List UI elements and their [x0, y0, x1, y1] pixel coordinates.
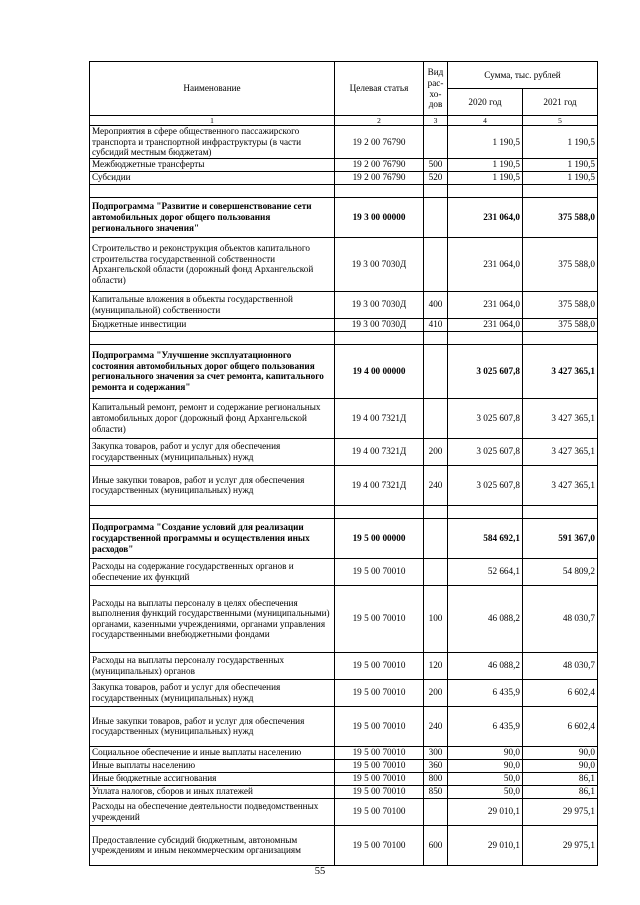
sum-2021-cell: 54 809,2 — [523, 558, 598, 585]
expense-kind-cell: 240 — [424, 706, 448, 746]
target-article-cell: 19 5 00 70010 — [335, 652, 424, 679]
budget-table-container — [89, 61, 597, 866]
expense-kind-cell: 200 — [424, 438, 448, 465]
table-row — [90, 679, 598, 706]
table-row — [90, 398, 598, 438]
sum-2021-cell: 1 190,5 — [523, 171, 598, 184]
row-name-cell: Строительство и реконструкция объектов капитального строительства государственной собственности Архангельской области (дорожный фонд Архангельской области) — [90, 237, 335, 291]
sum-2020-cell: 29 010,1 — [448, 798, 523, 825]
spacer-cell — [90, 331, 335, 344]
header-year-2021: 2021 год — [523, 89, 598, 116]
target-article-cell: 19 5 00 70010 — [335, 746, 424, 759]
table-row — [90, 772, 598, 785]
expense-kind-cell: 360 — [424, 759, 448, 772]
header-name: Наименование — [90, 62, 335, 116]
table-row — [90, 585, 598, 652]
table-row — [90, 746, 598, 759]
header-expense-kind: Вид рас-хо-дов — [424, 62, 448, 116]
sum-2020-cell: 46 088,2 — [448, 585, 523, 652]
target-article-cell: 19 5 00 70010 — [335, 785, 424, 798]
table-row — [90, 126, 598, 159]
sum-2020-cell: 29 010,1 — [448, 825, 523, 865]
spacer-row — [90, 505, 598, 518]
target-article-cell: 19 2 00 76790 — [335, 158, 424, 171]
table-row — [90, 558, 598, 585]
sum-2020-cell: 52 664,1 — [448, 558, 523, 585]
sum-2021-cell: 375 588,0 — [523, 318, 598, 331]
sum-2020-cell: 90,0 — [448, 746, 523, 759]
table-row — [90, 171, 598, 184]
expense-kind-cell: 240 — [424, 465, 448, 505]
table-row — [90, 158, 598, 171]
sum-2021-cell: 86,1 — [523, 785, 598, 798]
sum-2020-cell: 3 025 607,8 — [448, 344, 523, 398]
row-name-cell: Иные закупки товаров, работ и услуг для обеспечения государственных (муниципальных) нужд — [90, 465, 335, 505]
spacer-cell — [448, 184, 523, 197]
target-article-cell: 19 3 00 7030Д — [335, 237, 424, 291]
sum-2020-cell: 3 025 607,8 — [448, 438, 523, 465]
target-article-cell: 19 4 00 7321Д — [335, 398, 424, 438]
table-row — [90, 706, 598, 746]
spacer-cell — [523, 505, 598, 518]
target-article-cell: 19 5 00 70010 — [335, 759, 424, 772]
row-name-cell: Бюджетные инвестиции — [90, 318, 335, 331]
table-row — [90, 785, 598, 798]
spacer-cell — [335, 331, 424, 344]
spacer-cell — [424, 331, 448, 344]
target-article-cell: 19 5 00 00000 — [335, 518, 424, 558]
sum-2021-cell: 29 975,1 — [523, 825, 598, 865]
sum-2020-cell: 50,0 — [448, 772, 523, 785]
sum-2021-cell: 90,0 — [523, 759, 598, 772]
target-article-cell: 19 2 00 76790 — [335, 126, 424, 159]
sum-2021-cell: 375 588,0 — [523, 197, 598, 237]
header-year-2020: 2020 год — [448, 89, 523, 116]
expense-kind-cell: 100 — [424, 585, 448, 652]
sum-2020-cell: 50,0 — [448, 785, 523, 798]
sum-2021-cell: 1 190,5 — [523, 158, 598, 171]
spacer-cell — [424, 505, 448, 518]
spacer-cell — [90, 184, 335, 197]
table-row — [90, 237, 598, 291]
sum-2020-cell: 3 025 607,8 — [448, 398, 523, 438]
sum-2021-cell: 3 427 365,1 — [523, 465, 598, 505]
page-number: 55 — [314, 866, 326, 877]
spacer-cell — [448, 331, 523, 344]
expense-kind-cell — [424, 126, 448, 159]
table-row — [90, 798, 598, 825]
spacer-cell — [523, 184, 598, 197]
expense-kind-cell: 120 — [424, 652, 448, 679]
expense-kind-cell: 410 — [424, 318, 448, 331]
sum-2021-cell: 3 427 365,1 — [523, 398, 598, 438]
row-name-cell: Субсидии — [90, 171, 335, 184]
target-article-cell: 19 5 00 70010 — [335, 585, 424, 652]
row-name-cell: Расходы на выплаты персоналу в целях обеспечения выполнения функций государственными (муниципальными) органами, казенными учреждениями, органами управления государственными внебюджетными фондами — [90, 585, 335, 652]
target-article-cell: 19 4 00 7321Д — [335, 438, 424, 465]
spacer-cell — [523, 331, 598, 344]
expense-kind-cell: 520 — [424, 171, 448, 184]
sum-2021-cell: 48 030,7 — [523, 585, 598, 652]
header-target-article: Целевая статья — [335, 62, 424, 116]
target-article-cell: 19 3 00 7030Д — [335, 291, 424, 318]
row-name-cell: Мероприятия в сфере общественного пассажирского транспорта и транспортной инфраструктуры (в части субсидий местным бюджетам) — [90, 126, 335, 159]
row-name-cell: Межбюджетные трансферты — [90, 158, 335, 171]
spacer-cell — [335, 505, 424, 518]
row-name-cell: Социальное обеспечение и иные выплаты населению — [90, 746, 335, 759]
sum-2020-cell: 46 088,2 — [448, 652, 523, 679]
expense-kind-cell: 200 — [424, 679, 448, 706]
table-row — [90, 652, 598, 679]
row-name-cell: Капитальный ремонт, ремонт и содержание региональных автомобильных дорог (дорожный фонд Архангельской области) — [90, 398, 335, 438]
sum-2021-cell: 1 190,5 — [523, 126, 598, 159]
target-article-cell: 19 5 00 70010 — [335, 679, 424, 706]
header-sum: Сумма, тыс. рублей — [448, 62, 598, 89]
row-name-cell: Расходы на выплаты персоналу государственных (муниципальных) органов — [90, 652, 335, 679]
sum-2021-cell: 375 588,0 — [523, 291, 598, 318]
spacer-cell — [335, 184, 424, 197]
sum-2021-cell: 3 427 365,1 — [523, 344, 598, 398]
sum-2020-cell: 90,0 — [448, 759, 523, 772]
expense-kind-cell: 600 — [424, 825, 448, 865]
target-article-cell: 19 5 00 70100 — [335, 825, 424, 865]
spacer-cell — [448, 505, 523, 518]
row-name-cell: Предоставление субсидий бюджетным, автономным учреждениям и иным некоммерческим организациям — [90, 825, 335, 865]
sum-2020-cell: 6 435,9 — [448, 679, 523, 706]
target-article-cell: 19 2 00 76790 — [335, 171, 424, 184]
target-article-cell: 19 5 00 70100 — [335, 798, 424, 825]
expense-kind-cell: 500 — [424, 158, 448, 171]
spacer-row — [90, 331, 598, 344]
column-number: 3 — [424, 116, 448, 126]
expense-kind-cell: 800 — [424, 772, 448, 785]
column-number: 4 — [448, 116, 523, 126]
row-name-cell: Уплата налогов, сборов и иных платежей — [90, 785, 335, 798]
row-name-cell: Расходы на обеспечение деятельности подведомственных учреждений — [90, 798, 335, 825]
expense-kind-cell — [424, 344, 448, 398]
sum-2021-cell: 591 367,0 — [523, 518, 598, 558]
target-article-cell: 19 4 00 7321Д — [335, 465, 424, 505]
row-name-cell: Подпрограмма "Создание условий для реализации государственной программы и осуществления иных расходов" — [90, 518, 335, 558]
sum-2021-cell: 6 602,4 — [523, 679, 598, 706]
sum-2020-cell: 584 692,1 — [448, 518, 523, 558]
spacer-row — [90, 184, 598, 197]
sum-2020-cell: 1 190,5 — [448, 158, 523, 171]
sum-2021-cell: 3 427 365,1 — [523, 438, 598, 465]
sum-2020-cell: 1 190,5 — [448, 126, 523, 159]
target-article-cell: 19 5 00 70010 — [335, 706, 424, 746]
sum-2021-cell: 375 588,0 — [523, 237, 598, 291]
sum-2021-cell: 29 975,1 — [523, 798, 598, 825]
sum-2020-cell: 6 435,9 — [448, 706, 523, 746]
sum-2021-cell: 6 602,4 — [523, 706, 598, 746]
row-name-cell: Расходы на содержание государственных органов и обеспечение их функций — [90, 558, 335, 585]
sum-2020-cell: 231 064,0 — [448, 197, 523, 237]
target-article-cell: 19 3 00 00000 — [335, 197, 424, 237]
expense-kind-cell — [424, 237, 448, 291]
target-article-cell: 19 5 00 70010 — [335, 772, 424, 785]
sum-2020-cell: 3 025 607,8 — [448, 465, 523, 505]
expense-kind-cell — [424, 197, 448, 237]
table-row — [90, 465, 598, 505]
expense-kind-cell — [424, 798, 448, 825]
row-name-cell: Иные бюджетные ассигнования — [90, 772, 335, 785]
expense-kind-cell: 300 — [424, 746, 448, 759]
table-row — [90, 438, 598, 465]
row-name-cell: Капитальные вложения в объекты государственной (муниципальной) собственности — [90, 291, 335, 318]
expense-kind-cell — [424, 558, 448, 585]
target-article-cell: 19 4 00 00000 — [335, 344, 424, 398]
target-article-cell: 19 5 00 70010 — [335, 558, 424, 585]
expense-kind-cell: 400 — [424, 291, 448, 318]
sum-2020-cell: 1 190,5 — [448, 171, 523, 184]
sum-2021-cell: 48 030,7 — [523, 652, 598, 679]
row-name-cell: Подпрограмма "Улучшение эксплуатационного состояния автомобильных дорог общего пользования регионального значения за счет ремонта, капитального ремонта и содержания" — [90, 344, 335, 398]
column-number: 1 — [90, 116, 335, 126]
subprogram-row — [90, 197, 598, 237]
row-name-cell: Иные закупки товаров, работ и услуг для обеспечения государственных (муниципальных) нужд — [90, 706, 335, 746]
table-row — [90, 759, 598, 772]
column-number: 2 — [335, 116, 424, 126]
row-name-cell: Иные выплаты населению — [90, 759, 335, 772]
subprogram-row — [90, 518, 598, 558]
expense-kind-cell: 850 — [424, 785, 448, 798]
sum-2020-cell: 231 064,0 — [448, 291, 523, 318]
table-row — [90, 291, 598, 318]
sum-2020-cell: 231 064,0 — [448, 237, 523, 291]
column-number: 5 — [523, 116, 598, 126]
sum-2021-cell: 86,1 — [523, 772, 598, 785]
expense-kind-cell — [424, 398, 448, 438]
spacer-cell — [90, 505, 335, 518]
budget-table — [89, 61, 598, 866]
expense-kind-cell — [424, 518, 448, 558]
table-row — [90, 825, 598, 865]
row-name-cell: Закупка товаров, работ и услуг для обеспечения государственных (муниципальных) нужд — [90, 679, 335, 706]
table-row — [90, 318, 598, 331]
target-article-cell: 19 3 00 7030Д — [335, 318, 424, 331]
sum-2020-cell: 231 064,0 — [448, 318, 523, 331]
spacer-cell — [424, 184, 448, 197]
row-name-cell: Закупка товаров, работ и услуг для обеспечения государственных (муниципальных) нужд — [90, 438, 335, 465]
row-name-cell: Подпрограмма "Развитие и совершенствование сети автомобильных дорог общего пользования регионального значения" — [90, 197, 335, 237]
sum-2021-cell: 90,0 — [523, 746, 598, 759]
subprogram-row — [90, 344, 598, 398]
